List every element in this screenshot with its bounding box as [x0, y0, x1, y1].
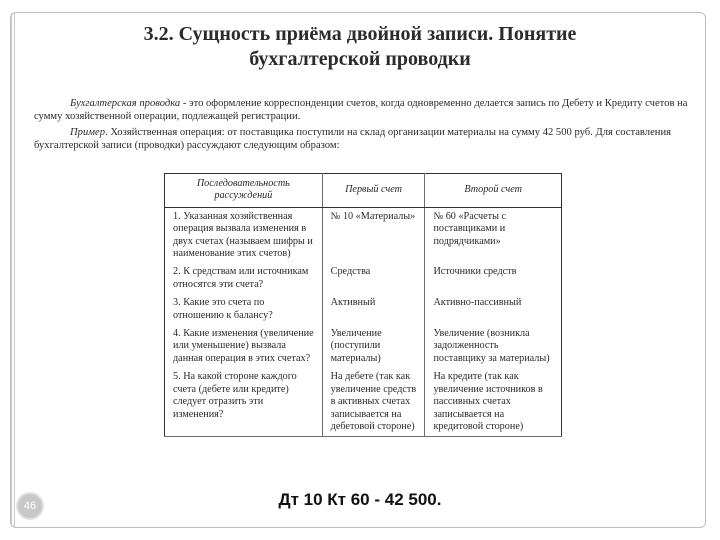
page-number-badge: 46 [16, 492, 44, 520]
header-second-account: Второй счет [425, 174, 562, 208]
table-cell: 4. Какие изменения (увеличение или уменьшение) вызвала данная операция в этих счетах? [165, 325, 323, 368]
table-cell: 5. На какой стороне каждого счета (дебете или кредите) следует отразить эти изменения? [165, 368, 323, 437]
slide-title [80, 22, 640, 72]
table-header-row [165, 174, 562, 208]
definition-term: Бухгалтерская проводка [70, 98, 181, 109]
table-cell: Активный [322, 294, 425, 325]
header-first-account: Первый счет [322, 174, 425, 208]
frame-left-border [11, 13, 19, 527]
reasoning-table [164, 173, 562, 437]
table-cell: Увеличение (возникла задолженность поставщику за материалы) [425, 325, 562, 368]
table-cell: 2. К средствам или источникам относятся эти счета? [165, 263, 323, 294]
table-row [165, 207, 562, 263]
table-row [165, 368, 562, 437]
definition-text: - это оформление корреспонденции счетов, когда одновременно делается запись по Дебету и Кредиту счетов на сумму хозяйственной операции, подлежащей регистрации. [34, 98, 688, 122]
header-reasoning: Последовательность рассуждений [165, 174, 323, 208]
table-cell: № 10 «Материалы» [322, 207, 425, 263]
table-row [165, 263, 562, 294]
example-term: Пример [70, 127, 106, 138]
table-row [165, 294, 562, 325]
table-cell: Активно-пассивный [425, 294, 562, 325]
table-cell: Увеличение (поступили материалы) [322, 325, 425, 368]
table-cell: На дебете (так как увеличение средств в активных счетах записывается на дебетовой стороне) [322, 368, 425, 437]
table-cell: Источники средств [425, 263, 562, 294]
table-cell: 1. Указанная хозяйственная операция вызвала изменения в двух счетах (называем шифры и наименование этих счетов) [165, 207, 323, 263]
title-line-1: 3.2. Сущность приёма двойной записи. Понятие [143, 23, 577, 45]
table-row [165, 325, 562, 368]
title-line-2: бухгалтерской проводки [249, 48, 471, 70]
table-cell: На кредите (так как увеличение источников в пассивных счетах записывается на кредитовой стороне) [425, 368, 562, 437]
example-text: . Хозяйственная операция: от поставщика поступили на склад организации материалы на сумму 42 500 руб. Для составления бухгалтерской записи (проводки) рассуждают следующим образом: [34, 127, 671, 151]
table-cell: 3. Какие это счета по отношению к балансу? [165, 294, 323, 325]
example-paragraph [34, 126, 694, 152]
entry-formula: Дт 10 Кт 60 - 42 500. [278, 490, 442, 509]
table-cell: № 60 «Расчеты с поставщиками и подрядчиками» [425, 207, 562, 263]
definition-paragraph [34, 97, 694, 123]
table-cell: Средства [322, 263, 425, 294]
